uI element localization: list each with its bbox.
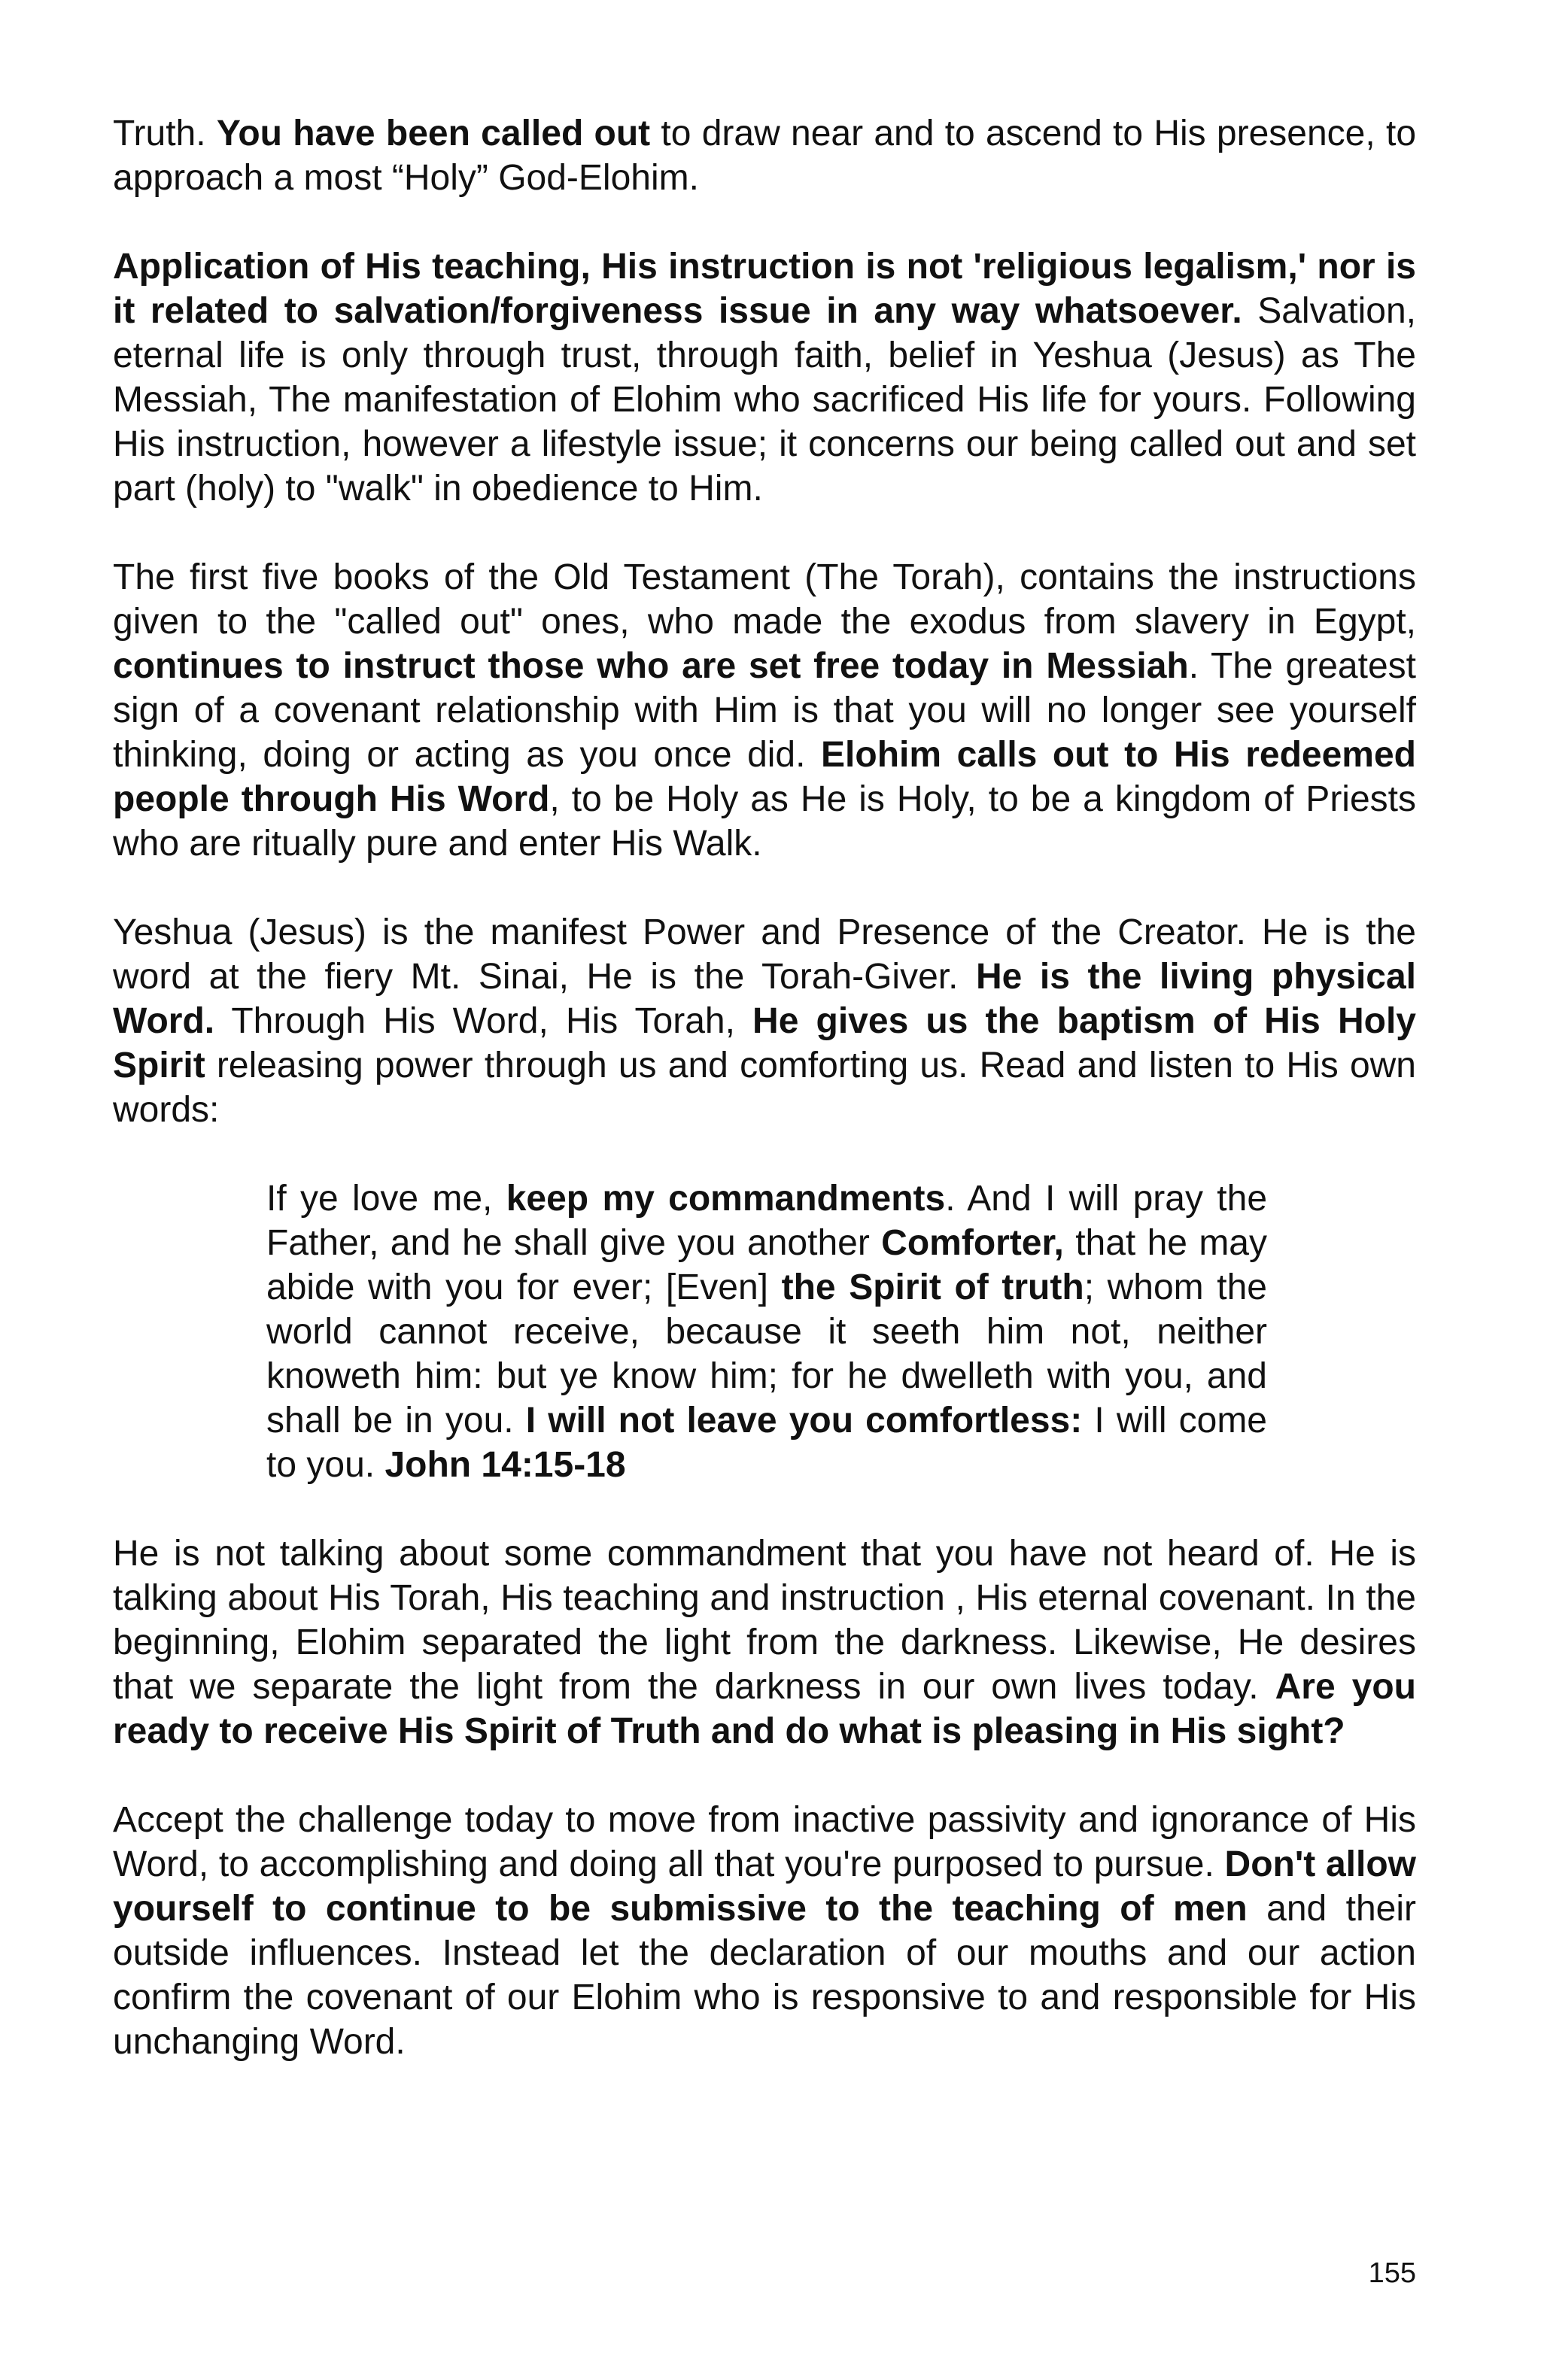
text-segment: I will come to you. <box>266 1401 1267 1485</box>
bold-text-segment: He gives us the baptism of His Holy Spirit <box>113 1001 1417 1085</box>
text-segment: to draw near and to ascend to His presence, to approach a most “Holy” God-Elohim. <box>113 114 1417 198</box>
text-segment: releasing power through us and comforting us. Read and listen to His own words: <box>113 1046 1416 1130</box>
bold-text-segment: Don't allow yourself to continue to be submissive to the teaching of men <box>113 1844 1417 1929</box>
text-segment: If ye love me, <box>266 1179 506 1219</box>
paragraph-yeshua <box>113 910 1416 1132</box>
text-segment: Accept the challenge today to move from inactive passivity and ignorance of His Word, to accomplishing and doing all that you're purposed to pursue. <box>113 1800 1416 1884</box>
text-segment: . The greatest sign of a covenant relationship with Him is that you will no longer see yourself thinking, doing or acting as you once did. <box>113 646 1416 775</box>
bold-text-segment: Elohim calls out to His redeemed people through His Word <box>113 735 1416 819</box>
bold-text-segment: Comforter, <box>881 1223 1064 1263</box>
text-segment: . And I will pray the Father, and he shall give you another <box>266 1179 1268 1263</box>
bold-text-segment: Application of His teaching, His instruction is not 'religious legalism,' nor is it related to salvation/forgiveness issue in any way whatsoever. <box>113 247 1416 331</box>
text-segment: Truth. <box>113 114 217 153</box>
bold-text-segment: He is the living physical Word. <box>113 957 1416 1041</box>
text-segment: He is not talking about some commandment that you have not heard of. He is talking about His Torah, His teaching and instruction , His eternal covenant. In the beginning, Elohim separated the light from the darkness. Likewise, He desires that we separate the light from the darkness in our own lives today. <box>113 1534 1416 1707</box>
paragraph-application <box>113 244 1416 511</box>
paragraph-called-out <box>113 111 1416 200</box>
bold-text-segment: the Spirit of truth <box>781 1267 1084 1307</box>
bold-text-segment: John 14:15-18 <box>384 1445 626 1485</box>
page-body <box>113 111 1416 2064</box>
page-number: 155 <box>1368 2257 1416 2289</box>
bold-text-segment: keep my commandments <box>506 1179 946 1219</box>
text-segment: Salvation, eternal life is only through trust, through faith, belief in Yeshua (Jesus) as The Messiah, The manifestation of Elohim who sacrificed His life for yours. Following His instruction, however a lifestyle issue; it concerns our being called out and set part (holy) to "walk" in obedience to Him. <box>113 291 1416 508</box>
text-segment: , to be Holy as He is Holy, to be a kingdom of Priests who are ritually pure and enter His Walk. <box>113 779 1417 864</box>
text-segment: and their outside influences. Instead let the declaration of our mouths and our action confirm the covenant of our Elohim who is responsive to and responsible for His unchanging Word. <box>113 1889 1417 2062</box>
scripture-quote <box>266 1176 1267 1487</box>
paragraph-torah <box>113 555 1416 866</box>
bold-text-segment: continues to instruct those who are set free today in Messiah <box>113 646 1189 686</box>
paragraph-challenge <box>113 1798 1416 2064</box>
text-segment: that he may abide with you for ever; [Even] <box>266 1223 1268 1307</box>
text-segment: Yeshua (Jesus) is the manifest Power and Presence of the Creator. He is the word at the fiery Mt. Sinai, He is the Torah-Giver. <box>113 912 1416 997</box>
bold-text-segment: You have been called out <box>216 114 651 153</box>
bold-text-segment: I will not leave you comfortless: <box>525 1401 1083 1440</box>
paragraph-commandment <box>113 1532 1416 1753</box>
text-segment: ; whom the world cannot receive, because it seeth him not, neither knoweth him: but ye know him; for he dwelleth with you, and shall be in you. <box>266 1267 1267 1440</box>
text-segment: Through His Word, His Torah, <box>214 1001 753 1041</box>
bold-text-segment: Are you ready to receive His Spirit of Truth and do what is pleasing in His sight? <box>113 1667 1416 1751</box>
text-segment: The first five books of the Old Testament (The Torah), contains the instructions given to the "called out" ones, who made the exodus from slavery in Egypt, <box>113 557 1416 642</box>
